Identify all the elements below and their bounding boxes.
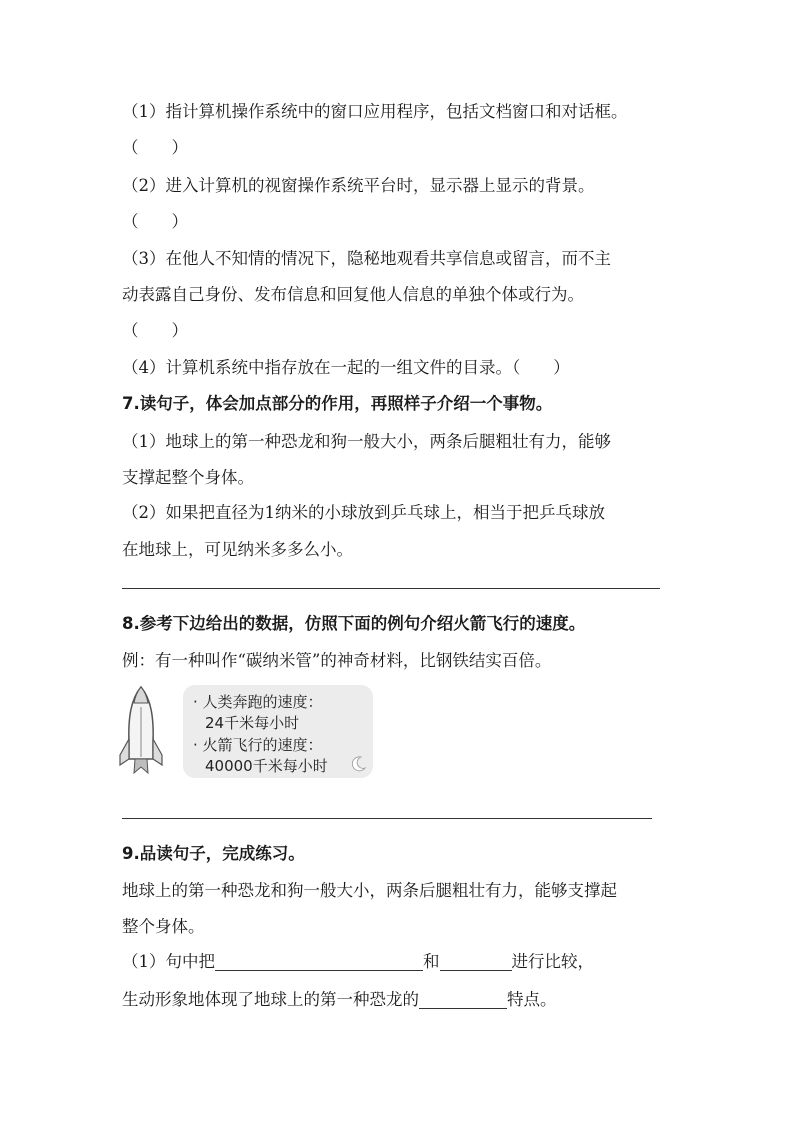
q6-item-2-answer-paren[interactable]: （ ） (122, 212, 188, 231)
q7-sentence-1-line2: 支撑起整个身体。 (122, 468, 254, 487)
q6-item-3-answer-paren[interactable]: （ ） (122, 321, 188, 340)
rocket-speed-value: 40000千米每小时 (205, 757, 328, 775)
q6-item-2-text: （2）进入计算机的视窗操作系统平台时，显示器上显示的背景。 (122, 176, 595, 195)
rocket-speed-label: · 火箭飞行的速度： (193, 736, 323, 754)
q9-fill-1-and: 和 (423, 952, 440, 971)
human-speed-label: · 人类奔跑的速度： (193, 693, 323, 711)
q6-item-4-text: （4）计算机系统中指存放在一起的一组文件的目录。（ ） (122, 358, 570, 377)
rocket-icon (117, 683, 165, 783)
speed-data-bubble (183, 685, 373, 778)
q9-blank-2[interactable] (440, 952, 512, 971)
q8-title: 8.参考下边给出的数据，仿照下面的例句介绍火箭飞行的速度。 (122, 614, 586, 633)
moon-icon (349, 755, 367, 773)
q9-passage-line2: 整个身体。 (122, 917, 205, 936)
q7-title: 7.读句子，体会加点部分的作用，再照样子介绍一个事物。 (122, 394, 553, 413)
q6-item-1-answer-paren[interactable]: （ ） (122, 138, 188, 157)
q9-title: 9.品读句子，完成练习。 (122, 844, 305, 863)
q8-answer-line[interactable] (122, 818, 652, 819)
q9-fill-1-suffix: 进行比较， (511, 952, 594, 971)
speed-data-figure (117, 683, 379, 783)
q7-sentence-1-line1: （1）地球上的第一种恐龙和狗一般大小，两条后腿粗壮有力，能够 (122, 432, 611, 451)
human-speed-value: 24千米每小时 (205, 714, 300, 732)
q7-answer-line[interactable] (122, 588, 660, 589)
q9-fill-line-2 (122, 986, 557, 1010)
q9-passage-line1: 地球上的第一种恐龙和狗一般大小，两条后腿粗壮有力，能够支撑起 (122, 881, 617, 900)
q6-item-3-text-line2: 动表露自己身份、发布信息和回复他人信息的单独个体或行为。 (122, 285, 584, 304)
q6-item-1-text: （1）指计算机操作系统中的窗口应用程序，包括文档窗口和对话框。 (122, 102, 628, 121)
q6-item-3-text-line1: （3）在他人不知情的情况下，隐秘地观看共享信息或留言，而不主 (122, 249, 611, 268)
q8-example: 例：有一种叫作“碳纳米管”的神奇材料，比钢铁结实百倍。 (122, 651, 552, 670)
q9-fill-1-prefix: （1）句中把 (122, 952, 215, 971)
q7-sentence-2-line2: 在地球上，可见纳米多多么小。 (122, 540, 353, 559)
q9-blank-1[interactable] (215, 952, 423, 971)
q7-sentence-2-line1: （2）如果把直径为1纳米的小球放到乒乓球上，相当于把乒乓球放 (122, 503, 605, 522)
q9-fill-line-1 (122, 948, 594, 972)
q9-fill-2-prefix: 生动形象地体现了地球上的第一种恐龙的 (122, 990, 419, 1009)
q9-blank-3[interactable] (419, 990, 507, 1009)
q9-fill-2-suffix: 特点。 (507, 990, 557, 1009)
